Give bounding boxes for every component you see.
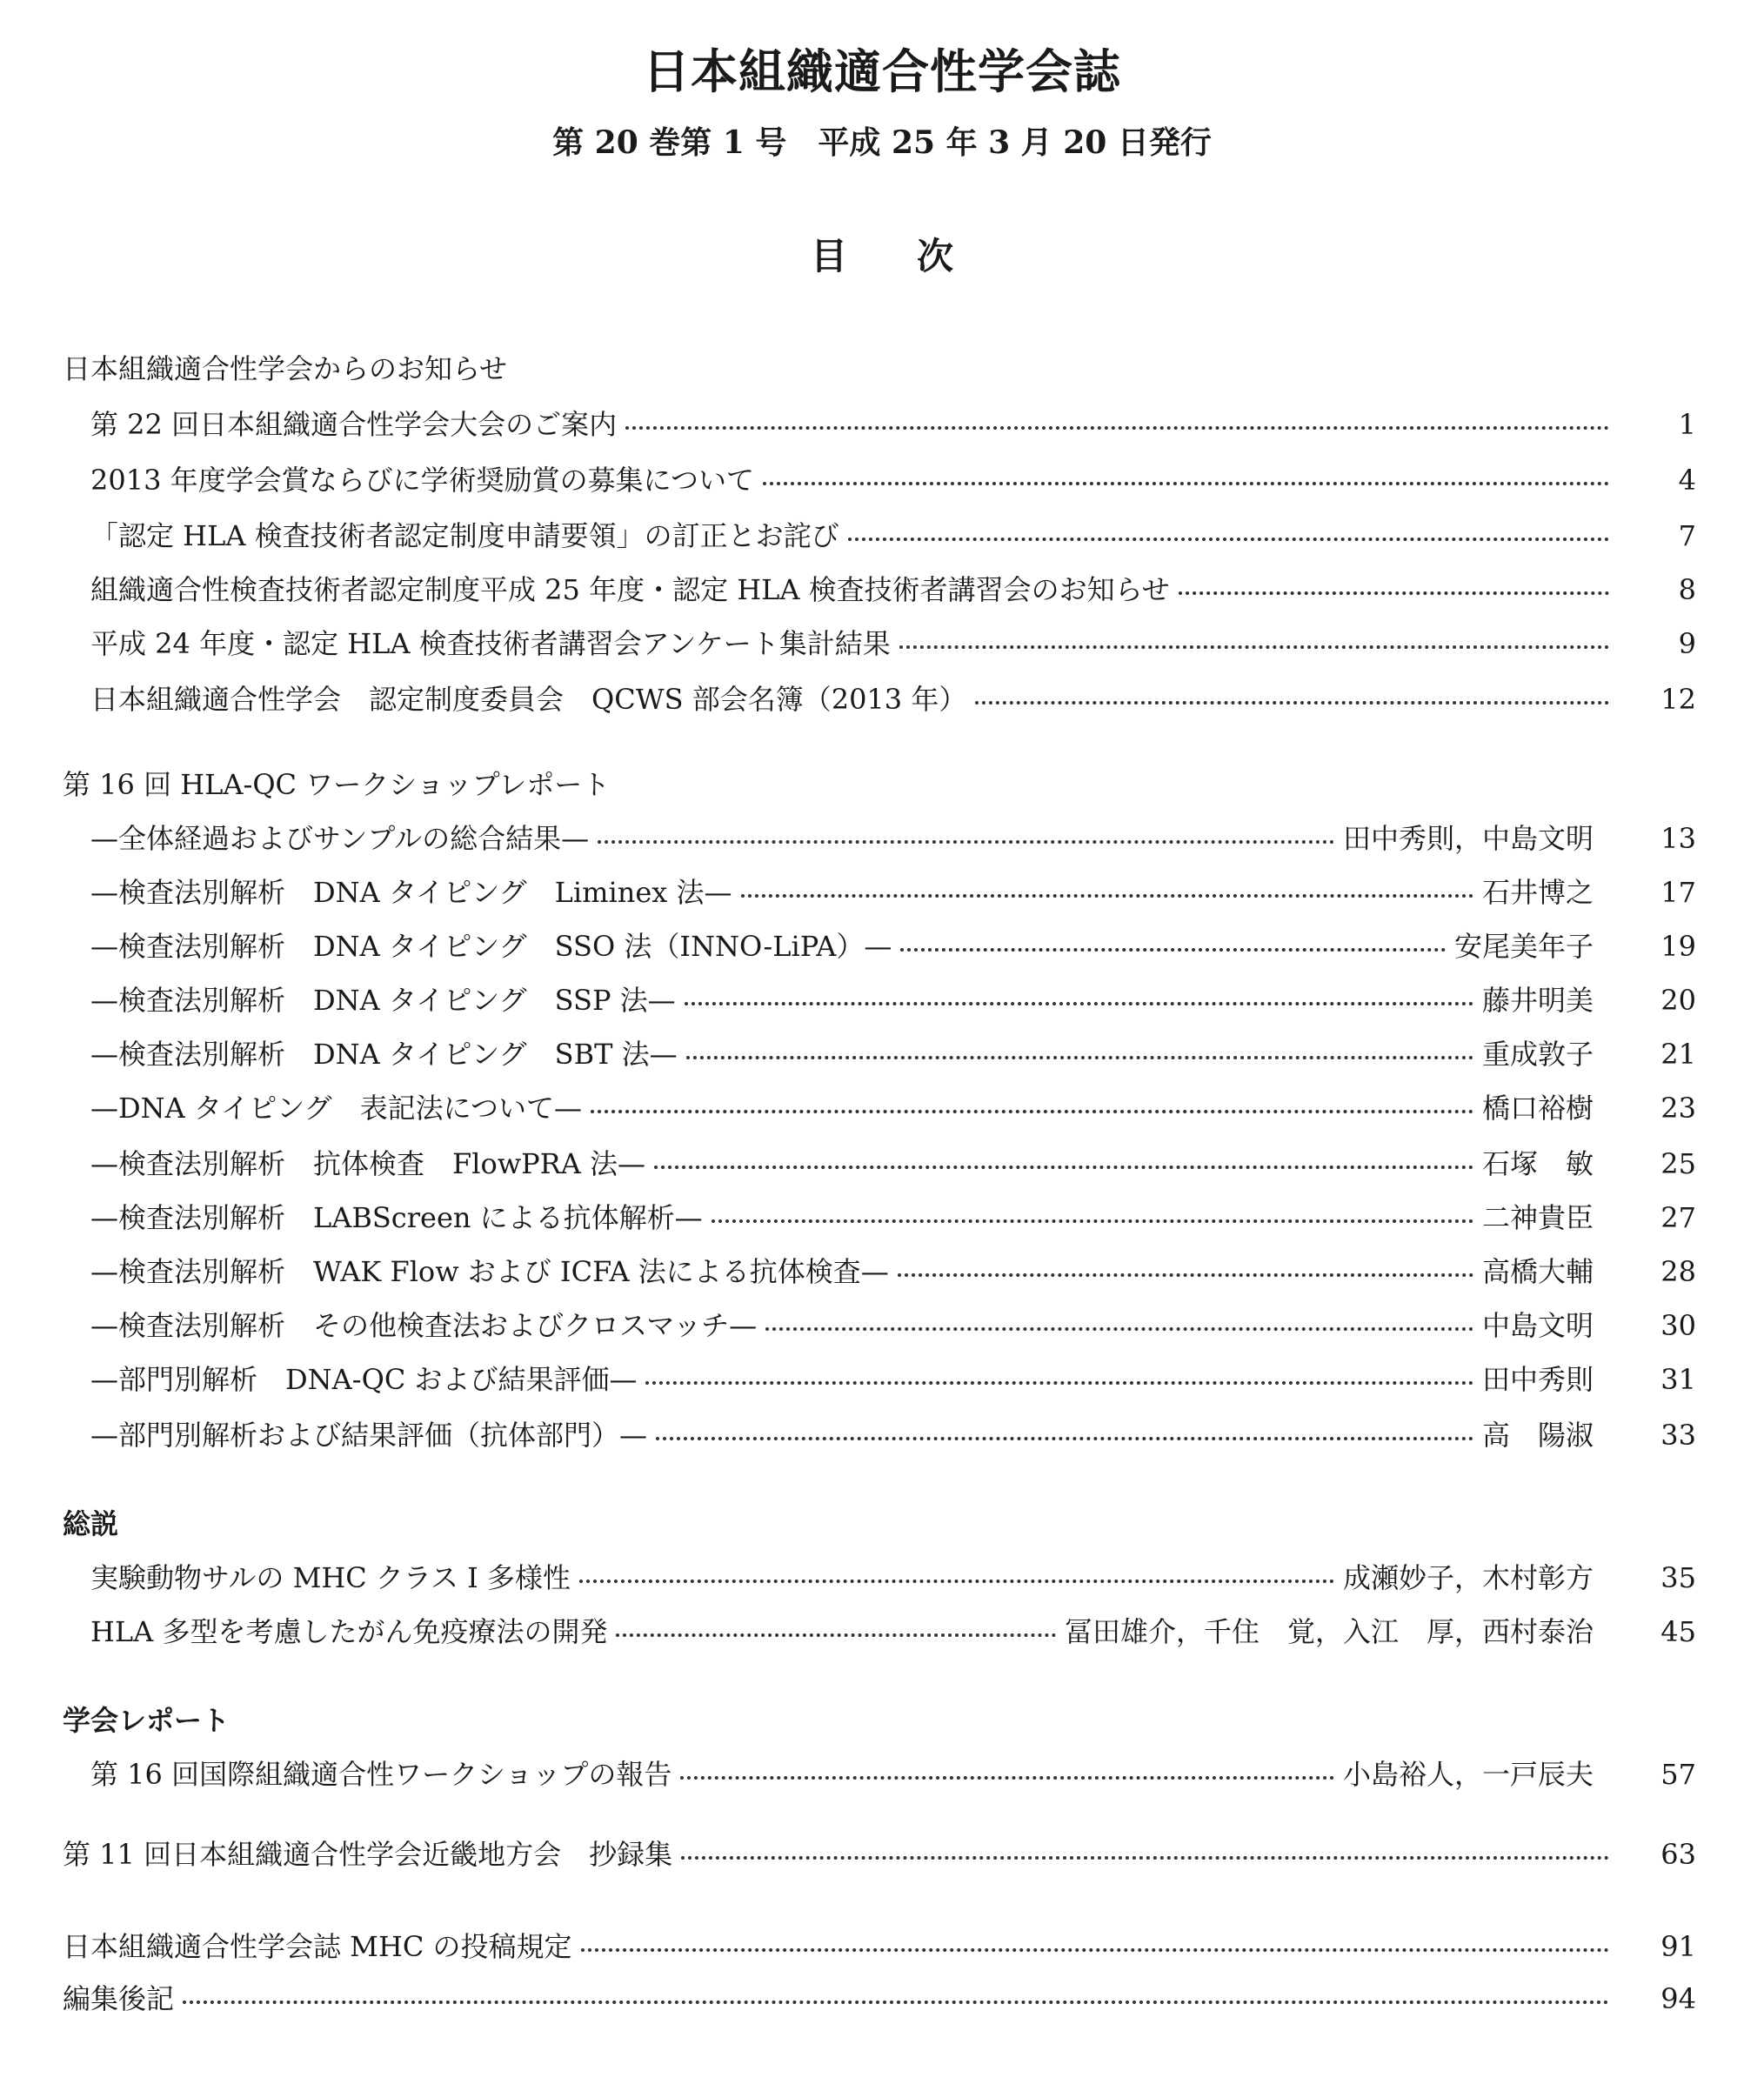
dot-leader [625,426,1609,430]
toc-entry [90,1416,1696,1454]
toc-entry [90,1755,1696,1793]
toc-entry [90,461,1696,499]
toc-entry-title: 第 22 回日本組織適合性学会大会のご案内 [90,408,618,441]
toc-entry-title: —検査法別解析 LABScreen による抗体解析— [90,1201,703,1234]
toc-entry-page: 35 [1660,1561,1696,1594]
toc-entry [90,680,1696,718]
toc-entry-page: 19 [1660,930,1696,963]
toc-entry-title: —検査法別解析 WAK Flow および ICFA 法による抗体検査— [90,1255,889,1288]
toc-entry-authors: 田中秀則 [1481,1363,1594,1396]
toc-entry-page: 8 [1678,573,1696,606]
toc-entry-title: —検査法別解析 抗体検査 FlowPRA 法— [90,1147,646,1180]
toc-entry-page: 13 [1660,822,1696,855]
toc-entry-authors: 橋口裕樹 [1481,1092,1594,1125]
toc-entry-page: 12 [1660,683,1696,716]
toc-entry-page: 23 [1660,1092,1696,1125]
toc-entry-title: —DNA タイピング 表記法について— [90,1092,583,1125]
toc-entry-page: 57 [1660,1758,1696,1791]
toc-entry-page: 63 [1660,1838,1696,1871]
toc-entry [90,873,1696,912]
toc-entry-title: —部門別解析および結果評価（抗体部門）— [90,1419,648,1452]
section-title: 第 16 回 HLA-QC ワークショップレポート [63,768,611,801]
toc-entry-authors: 二神貴臣 [1481,1201,1594,1234]
toc-entry-title: —検査法別解析 DNA タイピング SBT 法— [90,1038,678,1071]
toc-entry-page: 20 [1660,984,1696,1017]
toc-entry [90,1089,1696,1127]
toc-heading: 目次 [810,235,1023,277]
dot-leader [899,645,1609,649]
dot-leader [183,2001,1609,2004]
toc-entry-page: 4 [1678,464,1696,497]
section-title: 学会レポート [63,1704,231,1737]
dot-leader [680,1776,1334,1780]
dot-leader [765,1327,1473,1331]
dot-leader [763,482,1609,485]
toc-entry-title: —全体経過およびサンプルの総合結果— [90,822,590,855]
toc-entry [90,625,1696,663]
issue-line: 第 20 巻第 1 号 平成 25 年 3 月 20 日発行 [552,124,1212,161]
toc-entry [90,819,1696,858]
dot-leader [598,840,1334,844]
dot-leader [686,1056,1473,1059]
toc-entry [90,927,1696,965]
toc-entry-authors: 高 陽淑 [1481,1419,1594,1452]
toc-entry [90,1199,1696,1237]
toc-entry [90,1145,1696,1183]
toc-entry-authors: 藤井明美 [1481,984,1594,1017]
toc-entry-page: 45 [1660,1615,1696,1648]
dot-leader [681,1856,1609,1860]
toc-entry-title: —検査法別解析 DNA タイピング Liminex 法— [90,876,732,909]
toc-standalone-entry [63,1927,1696,1966]
section-title: 総説 [63,1507,119,1540]
toc-entry [90,1252,1696,1291]
toc-entry-title: 日本組織適合性学会 認定制度委員会 QCWS 部会名簿（2013 年） [90,683,967,716]
toc-entry-page: 31 [1660,1363,1696,1396]
dot-leader [898,1273,1473,1277]
dot-leader [579,1580,1334,1583]
toc-entry [90,981,1696,1019]
toc-entry-title: —検査法別解析 DNA タイピング SSO 法（INNO-LiPA）— [90,930,892,963]
dot-leader [581,1948,1609,1952]
toc-entry-title: 第 16 回国際組織適合性ワークショップの報告 [90,1758,672,1791]
toc-entry-title: —検査法別解析 DNA タイピング SSP 法— [90,984,676,1017]
toc-entry-page: 25 [1660,1147,1696,1180]
dot-leader [741,894,1473,898]
toc-entry-page: 94 [1660,1982,1696,2015]
toc-entry-title: HLA 多型を考慮したがん免疫療法の開発 [90,1615,608,1648]
toc-entry-page: 33 [1660,1419,1696,1452]
toc-standalone-entry [63,1835,1696,1874]
toc-entry-authors: 石井博之 [1481,876,1594,909]
toc-entry-authors: 高橋大輔 [1481,1255,1594,1288]
toc-entry [90,1306,1696,1345]
toc-entry-page: 17 [1660,876,1696,909]
toc-entry-page: 91 [1660,1930,1696,1963]
toc-entry [90,1035,1696,1073]
dot-leader [656,1437,1473,1440]
toc-entry-page: 9 [1678,627,1696,660]
section-title: 日本組織適合性学会からのお知らせ [63,352,508,385]
toc-entry-authors: 中島文明 [1481,1309,1594,1342]
toc-entry-authors: 石塚 敏 [1481,1147,1594,1180]
toc-entry-title: —部門別解析 DNA-QC および結果評価— [90,1363,638,1396]
toc-entry-page: 27 [1660,1201,1696,1234]
toc-entry [90,571,1696,609]
toc-entry-authors: 成瀬妙子，木村彰方 [1342,1561,1594,1594]
dot-leader [712,1219,1473,1223]
toc-entry-authors: 重成敦子 [1481,1038,1594,1071]
toc-entry-page: 1 [1678,408,1696,441]
dot-leader [654,1166,1473,1169]
toc-entry-page: 30 [1660,1309,1696,1342]
dot-leader [645,1381,1473,1385]
toc-entry-title: 実験動物サルの MHC クラス I 多様性 [90,1561,571,1594]
toc-entry-title: 編集後記 [63,1982,175,2015]
toc-entry [90,517,1696,555]
dot-leader [975,701,1609,705]
toc-entry-page: 28 [1660,1255,1696,1288]
toc-entry-authors: 田中秀則，中島文明 [1342,822,1594,855]
dot-leader [900,948,1446,952]
journal-title: 日本組織適合性学会誌 [643,43,1121,99]
dot-leader [616,1633,1056,1637]
toc-entry [90,1559,1696,1597]
toc-entry-title: 組織適合性検査技術者認定制度平成 25 年度・認定 HLA 検査技術者講習会のお知らせ [90,573,1170,606]
toc-entry-title: 「認定 HLA 検査技術者認定制度申請要領」の訂正とお詫び [90,519,839,552]
toc-standalone-entry [63,1980,1696,2018]
toc-entry [90,1360,1696,1399]
toc-entry-title: 日本組織適合性学会誌 MHC の投稿規定 [63,1930,572,1963]
toc-entry [90,405,1696,444]
dot-leader [685,1002,1473,1005]
toc-entry-authors: 冨田雄介，千住 覚，入江 厚，西村泰治 [1064,1615,1594,1648]
dot-leader [591,1110,1473,1113]
toc-entry-title: 第 11 回日本組織適合性学会近畿地方会 抄録集 [63,1838,673,1871]
toc-entry-authors: 安尾美年子 [1453,930,1594,963]
toc-entry-title: 平成 24 年度・認定 HLA 検査技術者講習会アンケート集計結果 [90,627,891,660]
dot-leader [1179,591,1609,595]
toc-entry-title: 2013 年度学会賞ならびに学術奨励賞の募集について [90,464,754,497]
toc-entry-title: —検査法別解析 その他検査法およびクロスマッチ— [90,1309,758,1342]
toc-entry-authors: 小島裕人，一戸辰夫 [1342,1758,1594,1791]
toc-entry-page: 7 [1678,519,1696,552]
dot-leader [848,538,1609,541]
toc-entry-page: 21 [1660,1038,1696,1071]
toc-entry [90,1613,1696,1651]
